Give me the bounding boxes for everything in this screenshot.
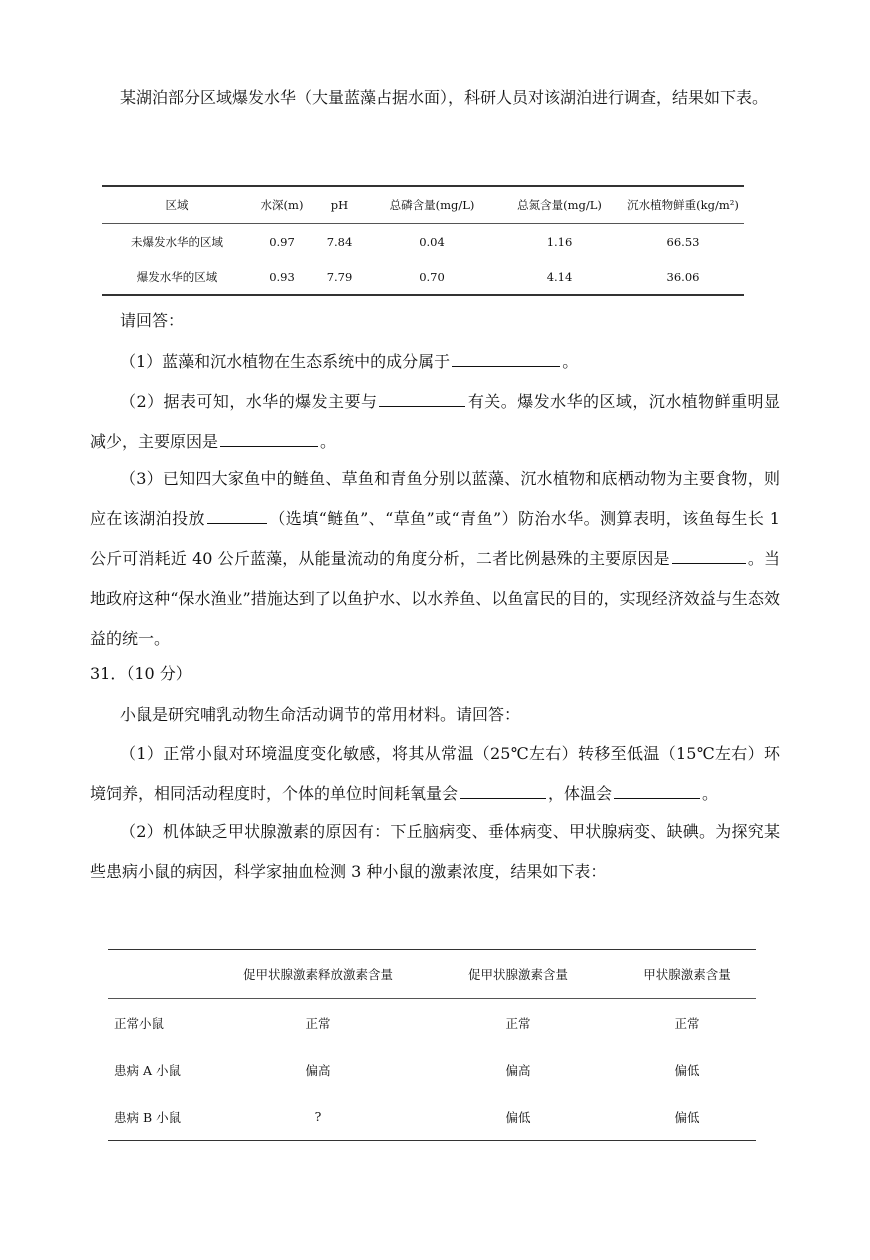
header-nitrogen: 总氮含量(mg/L) — [497, 186, 622, 224]
table-header-row — [108, 950, 756, 999]
table-header-row — [102, 186, 744, 224]
question-text: （3）已知四大家鱼中的鲢鱼、草鱼和青鱼分别以蓝藻、沉水植物和底栖动物为主要食物，则应在该湖泊投放 — [90, 469, 780, 528]
question-text: 。 — [320, 432, 337, 451]
question-text: 。当地政府这种“保水渔业”措施达到了以鱼护水、以水养鱼、以鱼富民的目的，实现经济效益与生态效益的统一。 — [90, 549, 780, 648]
header-depth: 水深(m) — [252, 186, 312, 224]
table-cell: 患病 B 小鼠 — [114, 1109, 182, 1125]
header-region: 区域 — [102, 186, 252, 224]
intro-paragraph — [90, 78, 780, 118]
hormone-table — [108, 949, 756, 1141]
table-cell: 66.53 — [666, 234, 700, 249]
table-cell: 正常 — [305, 1015, 331, 1031]
question-1 — [90, 342, 780, 382]
header-trh: 促甲状腺激素释放激素含量 — [218, 950, 418, 999]
question-text: 。 — [562, 352, 579, 371]
header-empty — [108, 950, 218, 999]
question-text: 有关。爆发水华的区域，沉水植物鲜重明显减少，主要原因是 — [90, 392, 780, 451]
table-row — [108, 1093, 756, 1141]
table-cell: 0.93 — [269, 269, 295, 284]
prompt-line — [90, 301, 780, 341]
table-row — [108, 1046, 756, 1093]
table-cell: 0.97 — [269, 234, 295, 249]
question-text: （1）正常小鼠对环境温度变化敏感，将其从常温（25℃左右）转移至低温（15℃左右）环境饲养，相同活动程度时，个体的单位时间耗氧量会 — [90, 744, 780, 803]
question-text: （2）据表可知，水华的爆发主要与 — [120, 392, 378, 411]
table-row — [108, 999, 756, 1047]
answer-blank[interactable] — [452, 348, 560, 367]
table-row — [102, 224, 744, 260]
table-cell: 7.84 — [326, 234, 353, 249]
table-cell: 0.04 — [419, 234, 445, 249]
answer-blank[interactable] — [379, 388, 465, 407]
question-text: （选填“鲢鱼”、“草鱼”或“青鱼”）防治水华。测算表明，该鱼每生长 1 公斤可消耗近 40 公斤蓝藻，从能量流动的角度分析，二者比例悬殊的主要原因是 — [90, 509, 780, 568]
table-cell: 未爆发水华的区域 — [131, 234, 223, 249]
question-31-intro — [90, 695, 780, 735]
table-cell: 偏低 — [505, 1109, 531, 1125]
intro-text: 小鼠是研究哺乳动物生命活动调节的常用材料。请回答： — [120, 705, 521, 724]
table-cell: 1.16 — [546, 234, 573, 249]
table-cell: 偏低 — [674, 1062, 700, 1078]
table-cell: 正常 — [674, 1015, 700, 1031]
answer-blank[interactable] — [207, 505, 267, 524]
question-3 — [90, 459, 780, 659]
table-cell: 患病 A 小鼠 — [114, 1062, 181, 1078]
question-text: （1）蓝藻和沉水植物在生态系统中的成分属于 — [120, 352, 451, 371]
table-cell: 爆发水华的区域 — [136, 269, 218, 284]
header-th: 甲状腺激素含量 — [618, 950, 756, 999]
table-cell: ? — [314, 1109, 322, 1124]
table-cell: 正常小鼠 — [114, 1015, 165, 1031]
answer-blank[interactable] — [672, 545, 746, 564]
answer-blank[interactable] — [460, 780, 546, 799]
question-text: 。 — [702, 784, 719, 803]
header-ph: pH — [312, 186, 367, 224]
answer-blank[interactable] — [614, 780, 700, 799]
question-31-1 — [90, 734, 780, 814]
lake-survey-table — [102, 185, 744, 296]
intro-text: 某湖泊部分区域爆发水华（大量蓝藻占据水面），科研人员对该湖泊进行调查，结果如下表。 — [120, 88, 769, 107]
table-cell: 偏高 — [505, 1062, 531, 1078]
question-31-2 — [90, 812, 780, 892]
table-cell: 正常 — [505, 1015, 531, 1031]
prompt-text: 请回答： — [120, 311, 185, 330]
answer-blank[interactable] — [220, 428, 318, 447]
table-cell: 4.14 — [546, 269, 573, 284]
table-cell: 36.06 — [666, 269, 700, 284]
heading-text: 31．（10 分） — [90, 664, 192, 683]
table-cell: 7.79 — [326, 269, 353, 284]
question-2 — [90, 382, 780, 462]
table-cell: 0.70 — [419, 269, 445, 284]
question-text: （2）机体缺乏甲状腺激素的原因有：下丘脑病变、垂体病变、甲状腺病变、缺碘。为探究某些患病小鼠的病因，科学家抽血检测 3 种小鼠的激素浓度，结果如下表： — [90, 822, 780, 881]
table-row — [102, 259, 744, 295]
header-plant-weight: 沉水植物鲜重(kg/m²) — [622, 186, 744, 224]
question-31-heading — [90, 654, 780, 694]
table-cell: 偏低 — [674, 1109, 700, 1125]
table-cell: 偏高 — [305, 1062, 331, 1078]
question-text: ，体温会 — [548, 784, 613, 803]
header-tsh: 促甲状腺激素含量 — [418, 950, 618, 999]
header-phosphorus: 总磷含量(mg/L) — [367, 186, 497, 224]
